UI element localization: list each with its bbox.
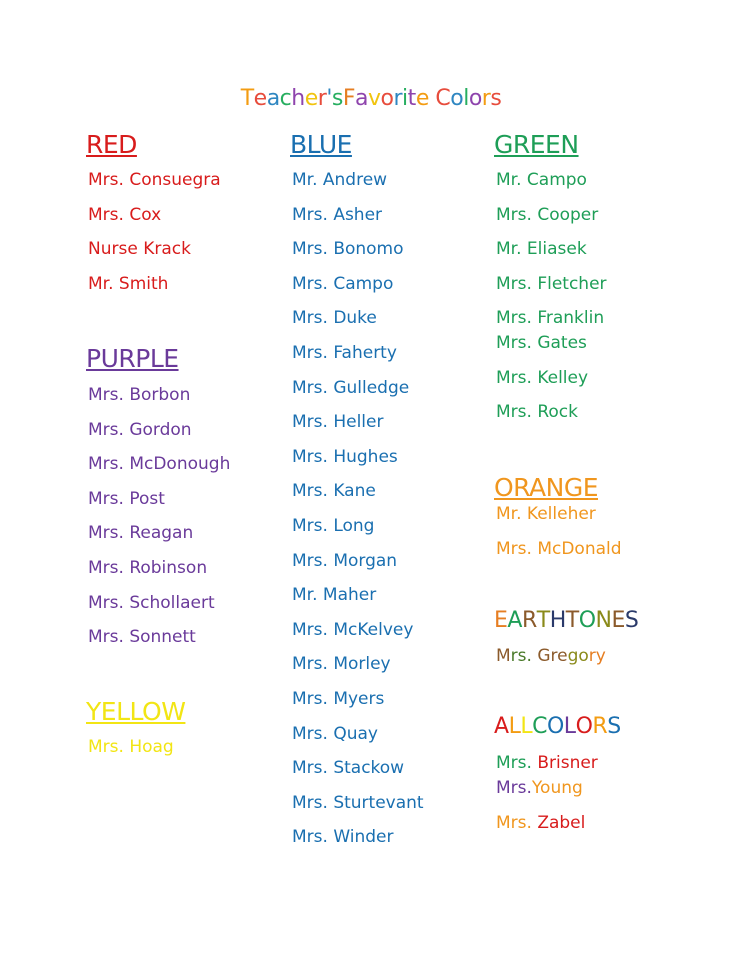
heading-letter: N <box>595 608 612 633</box>
heading-letter: C <box>532 714 547 739</box>
teacher-name: Mrs. Consuegra <box>88 170 221 190</box>
teacher-name: Mrs.Young <box>496 778 583 798</box>
teacher-name: Mrs. Schollaert <box>88 592 215 613</box>
heading-letter: O <box>578 608 596 633</box>
heading-letter: A <box>507 608 522 633</box>
title-letter: c <box>279 86 292 111</box>
heading-letter: T <box>536 608 550 633</box>
teacher-name: Mr. Andrew <box>292 170 388 190</box>
title-letter: s <box>331 86 343 111</box>
teacher-name: Nurse Krack <box>88 239 191 259</box>
title-letter: r <box>317 86 327 111</box>
title-letter: s <box>490 86 502 111</box>
title-letter: e <box>253 86 267 111</box>
heading-letter: H <box>549 608 566 633</box>
teacher-name: Mrs. Reagan <box>88 523 194 544</box>
teacher-name: Mr. Campo <box>496 170 587 190</box>
teacher-name: Mr. Kelleher <box>496 504 596 524</box>
teacher-name: Mrs. Winder <box>292 827 394 848</box>
teacher-name: Mrs. Fletcher <box>496 273 607 294</box>
heading-blue: BLUE <box>290 130 352 159</box>
teacher-name: Mrs. Gulledge <box>292 377 410 398</box>
heading-yellow: YELLOW <box>86 697 186 726</box>
heading-letter: O <box>546 714 564 739</box>
teacher-name: Mrs. Cox <box>88 204 162 225</box>
teacher-name: Mr. Maher <box>292 585 377 606</box>
title-letter: o <box>450 86 464 111</box>
teacher-name: Mrs. Gordon <box>88 419 192 440</box>
heading-letter: L <box>520 714 533 739</box>
teacher-name: Mrs. Heller <box>292 412 384 433</box>
teacher-name: Mrs. Kane <box>292 481 376 502</box>
teacher-name: Mrs. Faherty <box>292 343 397 363</box>
heading-letter: T <box>565 608 579 633</box>
title-letter: r <box>393 86 403 111</box>
title-letter: ' <box>326 86 332 111</box>
title-letter: v <box>368 86 381 111</box>
teacher-name: Mrs. Campo <box>292 273 394 294</box>
heading-purple: PURPLE <box>86 344 179 373</box>
title-letter: T <box>240 86 254 111</box>
title-letter: F <box>342 86 356 111</box>
teacher-name: Mrs. McKelvey <box>292 619 414 640</box>
title-letter: i <box>402 86 408 111</box>
title-letter: o <box>468 86 482 111</box>
heading-letter: S <box>624 608 639 633</box>
teacher-name: Mr. Smith <box>88 273 169 294</box>
heading-earthtones <box>494 608 638 633</box>
title-letter: e <box>415 86 429 111</box>
teacher-name: Mrs. Post <box>88 488 165 509</box>
teacher-name: Mrs. Quay <box>292 723 378 744</box>
teacher-name: Mrs. Brisner <box>496 753 598 773</box>
teacher-name: Mrs. Asher <box>292 204 383 225</box>
teacher-name: Mrs. Long <box>292 516 375 536</box>
teacher-name: Mrs. Morgan <box>292 550 398 571</box>
teacher-name: Mrs. Stackow <box>292 758 405 779</box>
title-letter: r <box>481 86 491 111</box>
heading-letter: E <box>611 608 625 633</box>
title-letter: e <box>304 86 318 111</box>
teacher-name: Mrs. Bonomo <box>292 239 404 260</box>
teacher-name: Mrs. McDonough <box>88 454 231 475</box>
title-letter: a <box>266 86 280 111</box>
teacher-name: Mrs. Cooper <box>496 204 599 225</box>
teacher-name: Mrs. Hoag <box>88 737 174 757</box>
heading-letter: L <box>563 714 576 739</box>
teacher-name: Mrs. Kelley <box>496 367 589 388</box>
title-letter: o <box>380 86 394 111</box>
teacher-name: Mrs. Gates <box>496 333 587 353</box>
teacher-name: Mrs. Duke <box>292 308 377 329</box>
teacher-name: Mrs. Borbon <box>88 385 191 405</box>
heading-letter: O <box>575 714 593 739</box>
teacher-name: Mrs. Sturtevant <box>292 792 424 813</box>
heading-red: RED <box>86 130 137 159</box>
teacher-name: Mrs. Sonnett <box>88 627 196 648</box>
teacher-name: Mrs. Zabel <box>496 813 586 833</box>
page-title <box>0 86 742 111</box>
heading-letter: E <box>494 608 508 633</box>
teacher-name: Mrs. Morley <box>292 654 391 675</box>
heading-green: GREEN <box>494 130 579 159</box>
title-letter: l <box>463 86 469 111</box>
heading-letter: S <box>607 714 621 739</box>
heading-orange: ORANGE <box>494 473 599 502</box>
teacher-name: Mrs. McDonald <box>496 538 622 559</box>
teacher-name: Mrs. Robinson <box>88 558 208 578</box>
teacher-name: Mrs. Hughes <box>292 446 398 467</box>
heading-letter: R <box>521 608 537 633</box>
teacher-name: Mrs. Myers <box>292 689 385 709</box>
title-letter: h <box>291 86 305 111</box>
teacher-name: Mrs. Gregory <box>496 646 606 666</box>
teacher-name: Mrs. Franklin <box>496 308 605 328</box>
heading-letter: R <box>592 714 608 739</box>
teacher-name: Mrs. Rock <box>496 402 578 422</box>
heading-letter: A <box>494 714 509 739</box>
title-letter: C <box>435 86 451 111</box>
title-letter: t <box>407 86 416 111</box>
heading-letter: L <box>508 714 521 739</box>
heading-allcolors <box>494 714 621 739</box>
teacher-name: Mr. Eliasek <box>496 239 587 259</box>
title-letter: a <box>355 86 368 111</box>
